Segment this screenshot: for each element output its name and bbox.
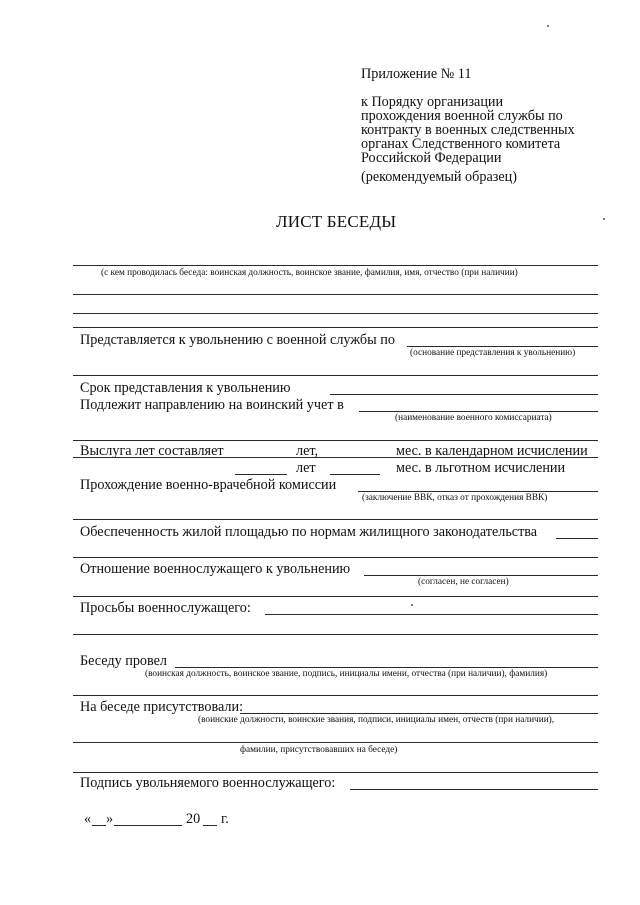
order-line-5: Российской Федерации	[361, 150, 502, 166]
order-line-4: органах Следственного комитета	[361, 136, 561, 152]
months-preferential-label: мес. в льготном исчислении	[396, 460, 566, 476]
attitude-label: Отношение военнослужащего к увольнению	[80, 561, 351, 577]
date-close-quote: »	[106, 811, 114, 827]
service-label: Выслуга лет составляет	[80, 443, 224, 459]
with-whom-hint: (с кем проводилась беседа: воинская должность, воинское звание, фамилия, имя, отчество (при наличии)	[101, 268, 518, 278]
dismissal-line-2[interactable]	[73, 375, 598, 376]
appendix-number: Приложение № 11	[361, 66, 472, 82]
requests-line-2[interactable]	[73, 634, 598, 635]
date-year-prefix: 20	[186, 811, 201, 827]
conducted-line-2[interactable]	[73, 695, 598, 696]
order-line-2: прохождения военной службы по	[361, 108, 563, 124]
attitude-line-2[interactable]	[73, 596, 598, 597]
scan-speck	[411, 604, 413, 606]
present-label: На беседе присутствовали:	[80, 699, 244, 715]
present-line-3[interactable]	[73, 772, 598, 773]
term-label: Срок представления к увольнению	[80, 380, 291, 396]
order-line-1: к Порядку организации	[361, 94, 504, 110]
date-month-field[interactable]	[114, 825, 182, 826]
dismissal-label: Представляется к увольнению с военной службы по	[80, 332, 395, 348]
scan-speck	[547, 25, 549, 27]
medical-field[interactable]	[358, 491, 598, 492]
with-whom-line-4[interactable]	[73, 327, 598, 328]
housing-field[interactable]	[556, 538, 598, 539]
order-line-3: контракту в военных следственных	[361, 122, 575, 138]
present-hint-2: фамилии, присутствовавших на беседе)	[240, 745, 398, 755]
housing-label: Обеспеченность жилой площадью по нормам жилищного законодательства	[80, 524, 538, 540]
conducted-label: Беседу провел	[80, 653, 168, 669]
conducted-field[interactable]	[175, 667, 598, 668]
scan-speck	[603, 218, 605, 220]
dismissal-field[interactable]	[407, 346, 598, 347]
with-whom-line-2[interactable]	[73, 294, 598, 295]
signature-label: Подпись увольняемого военнослужащего:	[80, 775, 336, 791]
conducted-hint: (воинская должность, воинское звание, подпись, инициалы имени, отчества (при наличии), фамилия)	[145, 669, 548, 679]
requests-label: Просьбы военнослужащего:	[80, 600, 251, 616]
with-whom-line-3[interactable]	[73, 313, 598, 314]
present-line-2[interactable]	[73, 742, 598, 743]
dismissal-hint: (основание представления к увольнению)	[410, 348, 576, 358]
date-open-quote: «	[84, 811, 92, 827]
present-field[interactable]	[240, 713, 598, 714]
housing-line-2[interactable]	[73, 557, 598, 558]
requests-field[interactable]	[265, 614, 598, 615]
attitude-hint: (согласен, не согласен)	[418, 577, 509, 587]
date-day-field[interactable]	[92, 825, 106, 826]
years-preferential-field[interactable]	[235, 474, 287, 475]
months-calendar-label: мес. в календарном исчислении	[396, 443, 588, 459]
years-word: лет,	[296, 443, 319, 459]
sample-note: (рекомендуемый образец)	[361, 169, 517, 185]
attitude-field[interactable]	[364, 575, 598, 576]
medical-label: Прохождение военно-врачебной комиссии	[80, 477, 337, 493]
years-word-2: лет	[296, 460, 316, 476]
medical-line-2[interactable]	[73, 519, 598, 520]
present-hint-1: (воинские должности, воинские звания, подписи, инициалы имен, отчеств (при наличии),	[198, 715, 555, 725]
date-year-field[interactable]	[203, 825, 217, 826]
medical-hint: (заключение ВВК, отказ от прохождения ВВК)	[362, 493, 548, 503]
signature-field[interactable]	[350, 789, 598, 790]
months-preferential-field[interactable]	[330, 474, 380, 475]
registration-field[interactable]	[359, 411, 598, 412]
registration-hint: (наименование военного комиссариата)	[395, 413, 552, 423]
registration-line-2[interactable]	[73, 440, 598, 441]
page-title: ЛИСТ БЕСЕДЫ	[276, 212, 397, 231]
date-year-suffix: г.	[221, 811, 229, 827]
service-line[interactable]	[73, 457, 598, 458]
term-field[interactable]	[330, 394, 598, 395]
registration-label: Подлежит направлению на воинский учет в	[80, 397, 344, 413]
with-whom-line[interactable]	[73, 265, 598, 266]
